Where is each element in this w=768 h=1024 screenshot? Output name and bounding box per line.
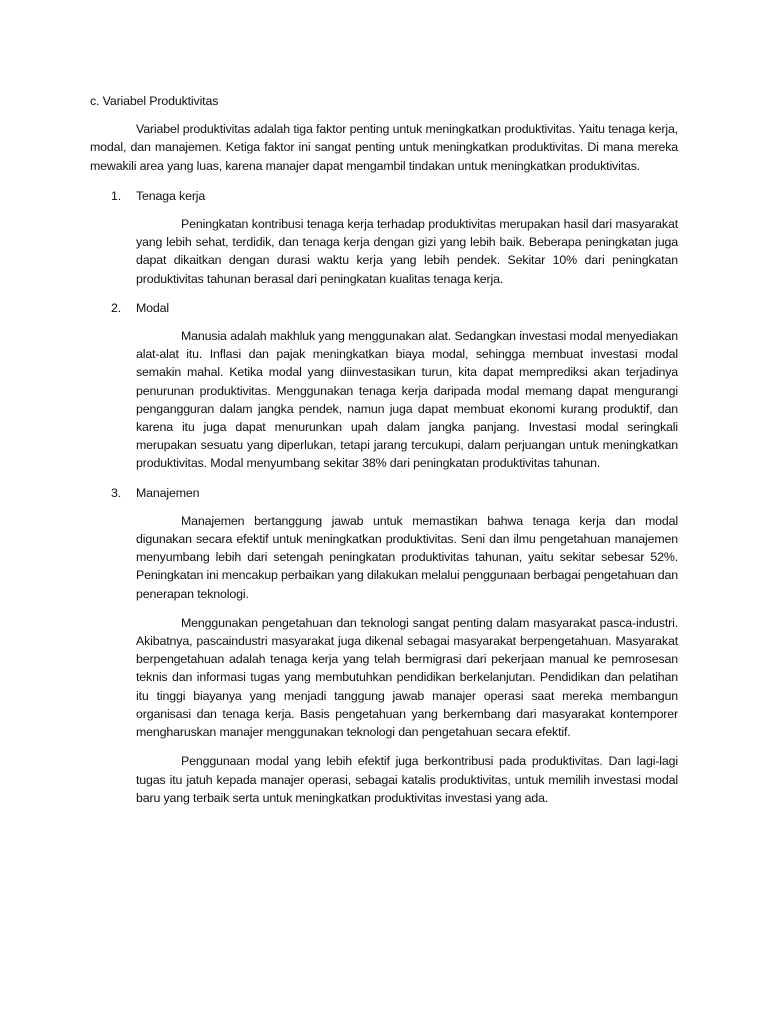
body-paragraph: Penggunaan modal yang lebih efektif juga berkontribusi pada produktivitas. Dan lagi-lagi tugas itu jatuh kepada manajer operasi, sebagai katalis produktivitas, untuk memilih investasi modal baru yang terbaik serta untuk meningkatkan produktivitas investasi yang ada. bbox=[136, 754, 678, 805]
intro-paragraph: Variabel produktivitas adalah tiga faktor penting untuk meningkatkan produktivitas. Yaitu tenaga kerja, modal, dan manajemen. Ketiga faktor ini sangat penting untuk meningkatkan produktivitas. Di mana mereka mewakili area yang luas, karena manajer dapat mengambil tindakan untuk meningkatkan produktivitas. bbox=[90, 122, 678, 173]
body-paragraph: Menggunakan pengetahuan dan teknologi sangat penting dalam masyarakat pasca-industri. Akibatnya, pascaindustri masyarakat juga dikenal sebagai masyarakat berpengetahuan. Masyarakat berpengetahuan adalah tenaga kerja yang telah bermigrasi dari pekerjaan manual ke pemrosesan teknis dan informasi tugas yang membutuhkan pendidikan berkelanjutan. Pendidikan dan pelatihan itu tinggi biayanya yang menjadi tanggung jawab manajer operasi saat mereka membangun organisasi dan tenaga kerja. Basis pengetahuan yang berkembang dari masyarakat kontemporer mengharuskan manajer menggunakan teknologi dan pengetahuan secara efektif. bbox=[136, 615, 678, 740]
list-item-number: 2. bbox=[111, 300, 122, 315]
body-paragraph: Peningkatan kontribusi tenaga kerja terhadap produktivitas merupakan hasil dari masyarakat yang lebih sehat, terdidik, dan tenaga kerja dengan gizi yang lebih baik. Beberapa peningkatan juga dapat dikaitkan dengan durasi waktu kerja yang lebih pendek. Sekitar 10% dari peningkatan produktivitas tahunan berasal dari peningkatan kualitas tenaga kerja. bbox=[136, 217, 678, 286]
section-heading: c. Variabel Produktivitas bbox=[90, 94, 219, 108]
list-item-title: Tenaga kerja bbox=[136, 188, 206, 203]
list-item-title: Manajemen bbox=[136, 485, 200, 500]
list-item-header bbox=[90, 187, 678, 205]
list-item-title: Modal bbox=[136, 300, 169, 315]
list-item-header bbox=[90, 299, 678, 317]
list-item-number: 3. bbox=[111, 485, 122, 500]
list-item-number: 1. bbox=[111, 188, 122, 203]
body-paragraph: Manajemen bertanggung jawab untuk memastikan bahwa tenaga kerja dan modal digunakan secara efektif untuk meningkatkan produktivitas. Seni dan ilmu pengetahuan manajemen menyumbang lebih dari setengah peningkatan produktivitas tahunan, yaitu sekitar sebesar 52%. Peningkatan ini mencakup perbaikan yang dilakukan melalui penggunaan berbagai pengetahuan dan penerapan teknologi. bbox=[136, 513, 678, 601]
body-paragraph: Manusia adalah makhluk yang menggunakan alat. Sedangkan investasi modal menyediakan alat-alat itu. Inflasi dan pajak meningkatkan biaya modal, sehingga membuat investasi modal semakin mahal. Ketika modal yang diinvestasikan turun, kita dapat memprediksi akan terjadinya penurunan produktivitas. Menggunakan tenaga kerja daripada modal memang dapat mengurangi pengangguran dalam jangka pendek, namun juga dapat membuat ekonomi kurang produktif, dan karena itu juga dapat menurunkan upah dalam jangka panjang. Investasi modal seringkali merupakan sesuatu yang diperlukan, tetapi jarang tercukupi, dalam perjuangan untuk meningkatkan produktivitas. Modal menyumbang sekitar 38% dari peningkatan produktivitas tahunan. bbox=[136, 329, 678, 471]
list-item-header bbox=[90, 484, 678, 502]
